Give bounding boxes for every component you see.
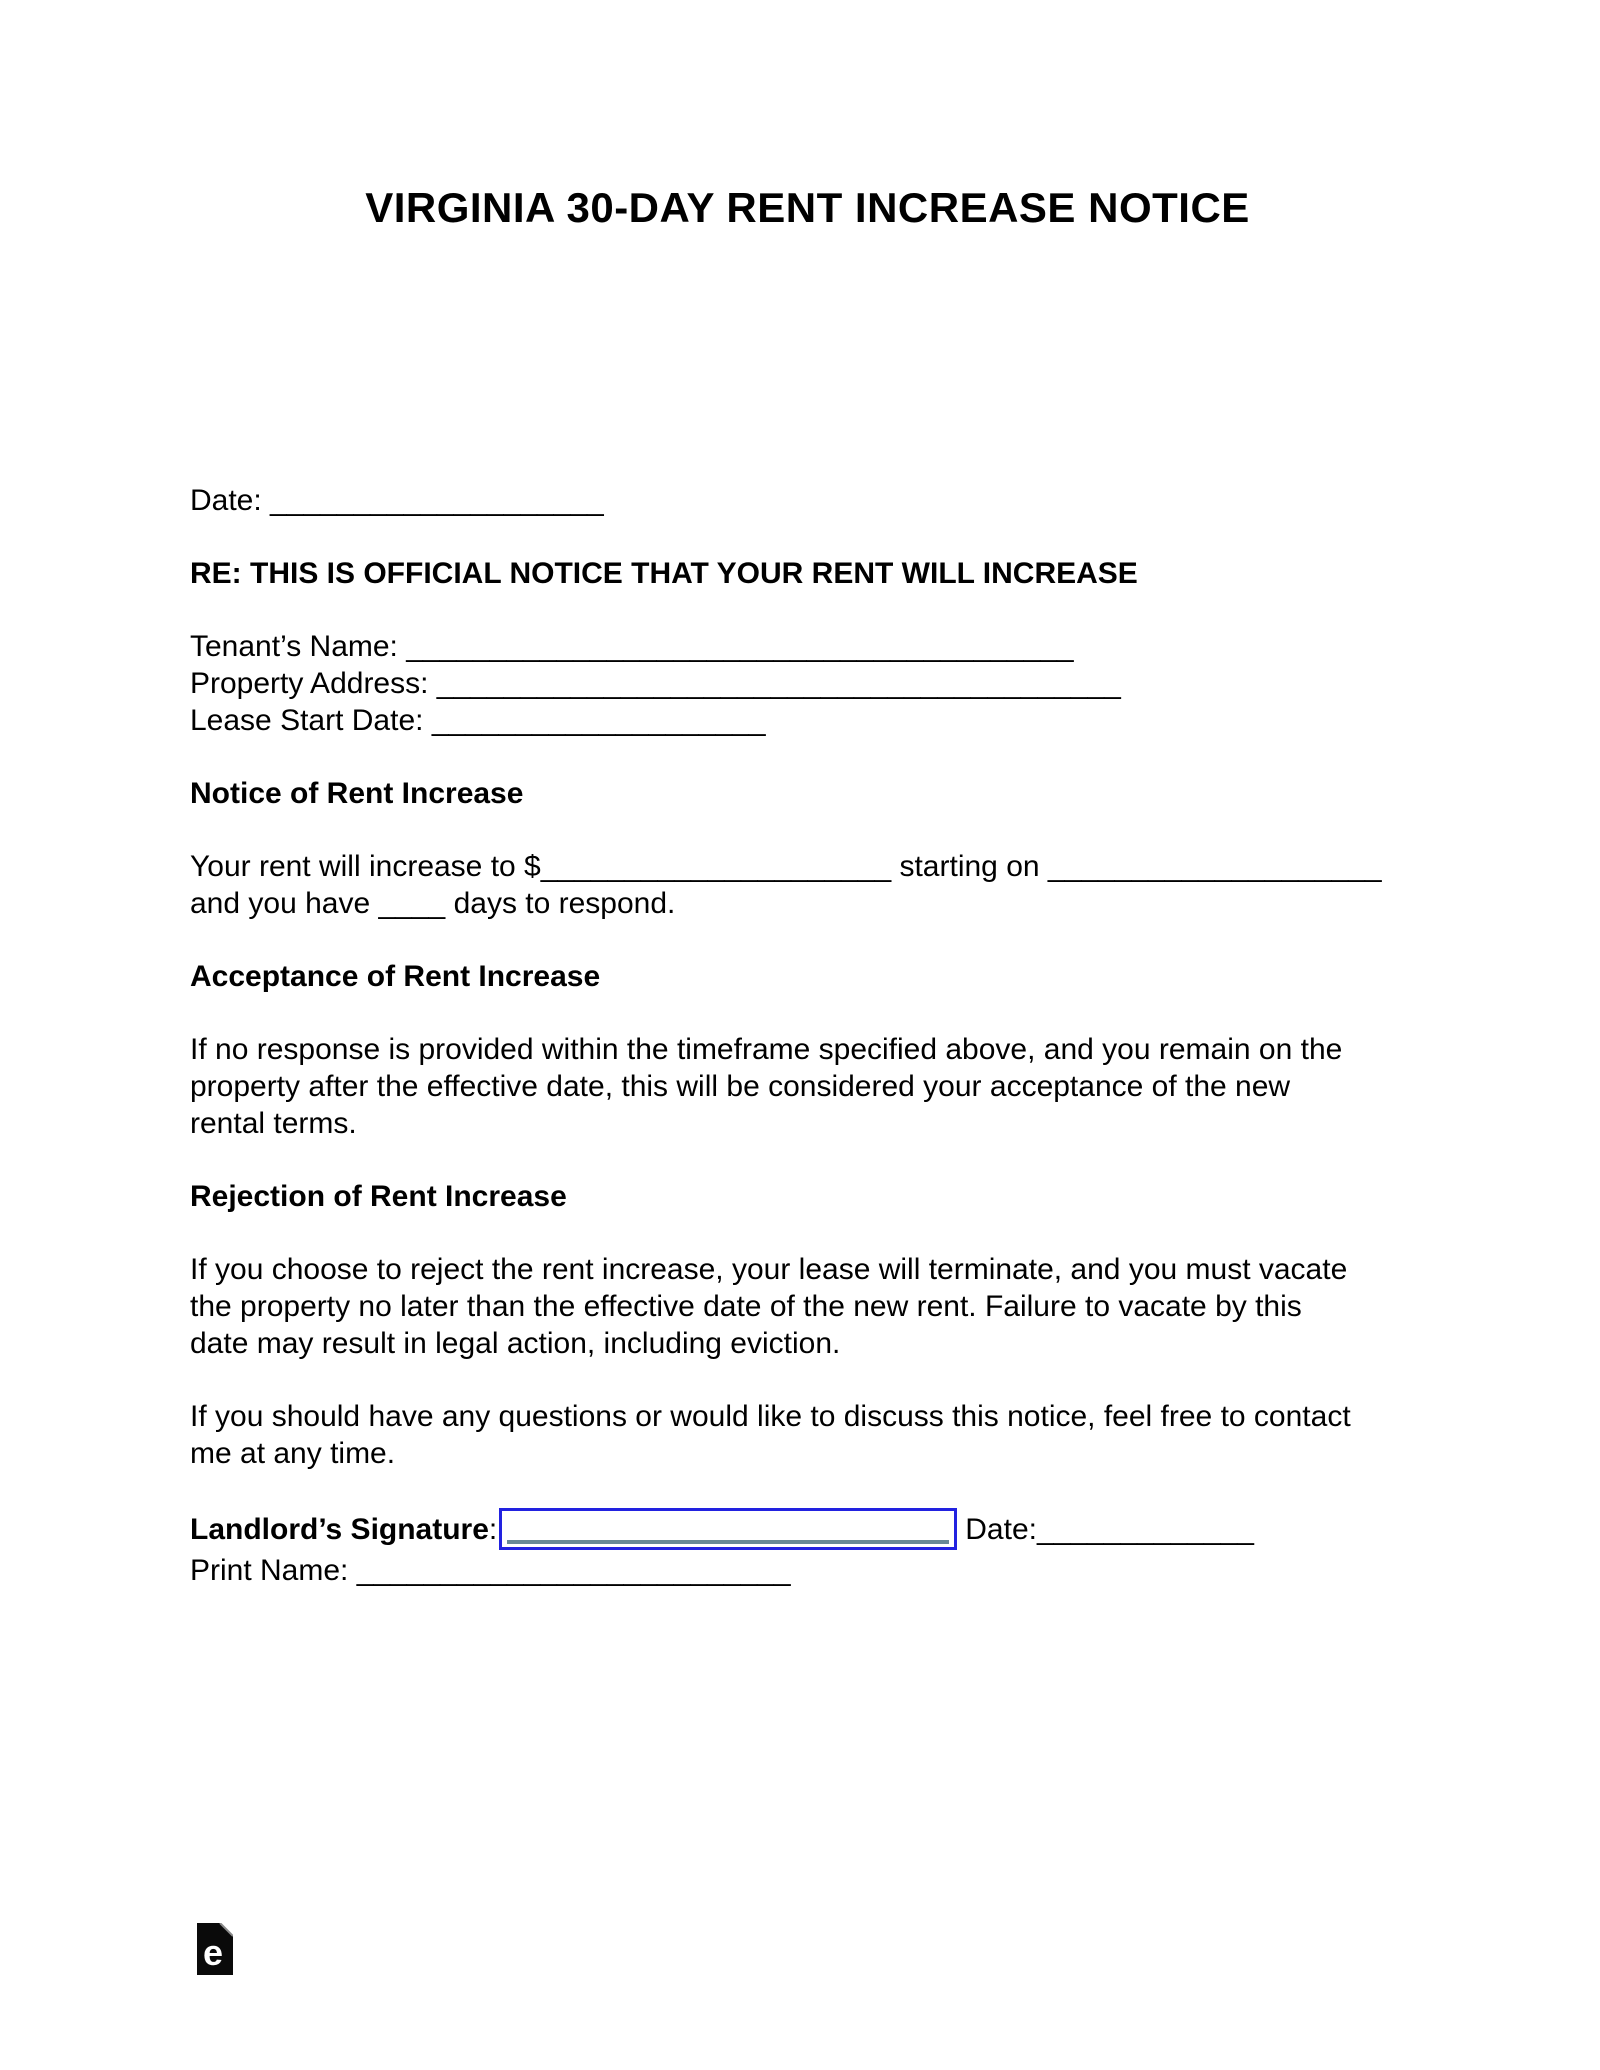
landlord-signature-label: Landlord’s Signature — [190, 1512, 489, 1546]
date-label: Date: — [190, 484, 271, 517]
acceptance-heading: Acceptance of Rent Increase — [190, 960, 601, 993]
rent-amount-blank: _____________________ — [540, 850, 892, 883]
property-address-blank: _________________________________________ — [436, 667, 1121, 700]
rent-increase-text: Your rent will increase to $ — [190, 850, 541, 883]
tenant-name-label: Tenant’s Name: — [190, 630, 407, 663]
property-address-line — [190, 665, 1425, 702]
print-name-blank: __________________________ — [356, 1554, 791, 1587]
acceptance-paragraph-line-2: property after the effective date, this will be considered your acceptance of the new — [190, 1070, 1291, 1103]
closing-paragraph — [190, 1398, 1425, 1472]
signature-date-label: Date: — [965, 1512, 1037, 1546]
rejection-paragraph-line-2: the property no later than the effective date of the new rent. Failure to vacate by this — [190, 1290, 1302, 1323]
days-to-respond-end-text: days to respond. — [445, 887, 676, 920]
signature-date-blank: _____________ — [1036, 1512, 1254, 1546]
rejection-paragraph — [190, 1251, 1425, 1362]
tenant-name-line — [190, 628, 1425, 665]
signature-field-underline — [507, 1540, 949, 1544]
svg-text:e: e — [203, 1932, 224, 1973]
landlord-signature-field[interactable] — [499, 1508, 957, 1550]
print-name-label: Print Name: — [190, 1554, 357, 1587]
rejection-heading: Rejection of Rent Increase — [190, 1180, 567, 1213]
property-address-label: Property Address: — [190, 667, 437, 700]
closing-paragraph-line-1: If you should have any questions or would like to discuss this notice, feel free to contact — [190, 1400, 1351, 1433]
lease-start-date-label: Lease Start Date: — [190, 704, 432, 737]
rejection-paragraph-line-1: If you choose to reject the rent increase, your lease will terminate, and you must vacate — [190, 1253, 1348, 1286]
re-subject-line: RE: THIS IS OFFICIAL NOTICE THAT YOUR RENT WILL INCREASE — [190, 557, 1138, 590]
lease-start-date-blank: ____________________ — [431, 704, 766, 737]
notice-paragraph-line-2 — [190, 885, 1425, 922]
notice-paragraph-line-1 — [190, 848, 1425, 885]
closing-paragraph-line-2: me at any time. — [190, 1437, 396, 1470]
landlord-signature-colon: : — [488, 1512, 498, 1546]
acceptance-paragraph-line-3: rental terms. — [190, 1107, 357, 1140]
tenant-name-blank: ________________________________________ — [406, 630, 1074, 663]
days-blank: ____ — [378, 887, 446, 920]
days-to-respond-text: and you have — [190, 887, 379, 920]
print-name-line — [190, 1552, 1425, 1589]
tenant-info-block — [190, 628, 1425, 739]
landlord-signature-row — [190, 1506, 1425, 1552]
acceptance-paragraph-line-1: If no response is provided within the timeframe specified above, and you remain on the — [190, 1033, 1343, 1066]
eforms-logo[interactable] — [197, 1923, 233, 1975]
date-blank: ____________________ — [270, 484, 604, 517]
rejection-paragraph-line-3: date may result in legal action, including eviction. — [190, 1327, 841, 1360]
notice-of-rent-increase-paragraph — [190, 848, 1425, 922]
eforms-document-icon — [197, 1923, 233, 1975]
lease-start-date-line — [190, 702, 1425, 739]
starting-on-text: starting on — [891, 850, 1048, 883]
acceptance-paragraph — [190, 1031, 1425, 1142]
start-date-blank: ____________________ — [1047, 850, 1382, 883]
notice-of-rent-increase-heading: Notice of Rent Increase — [190, 777, 524, 810]
date-line — [190, 482, 1425, 519]
document-title: VIRGINIA 30-DAY RENT INCREASE NOTICE — [365, 184, 1250, 231]
